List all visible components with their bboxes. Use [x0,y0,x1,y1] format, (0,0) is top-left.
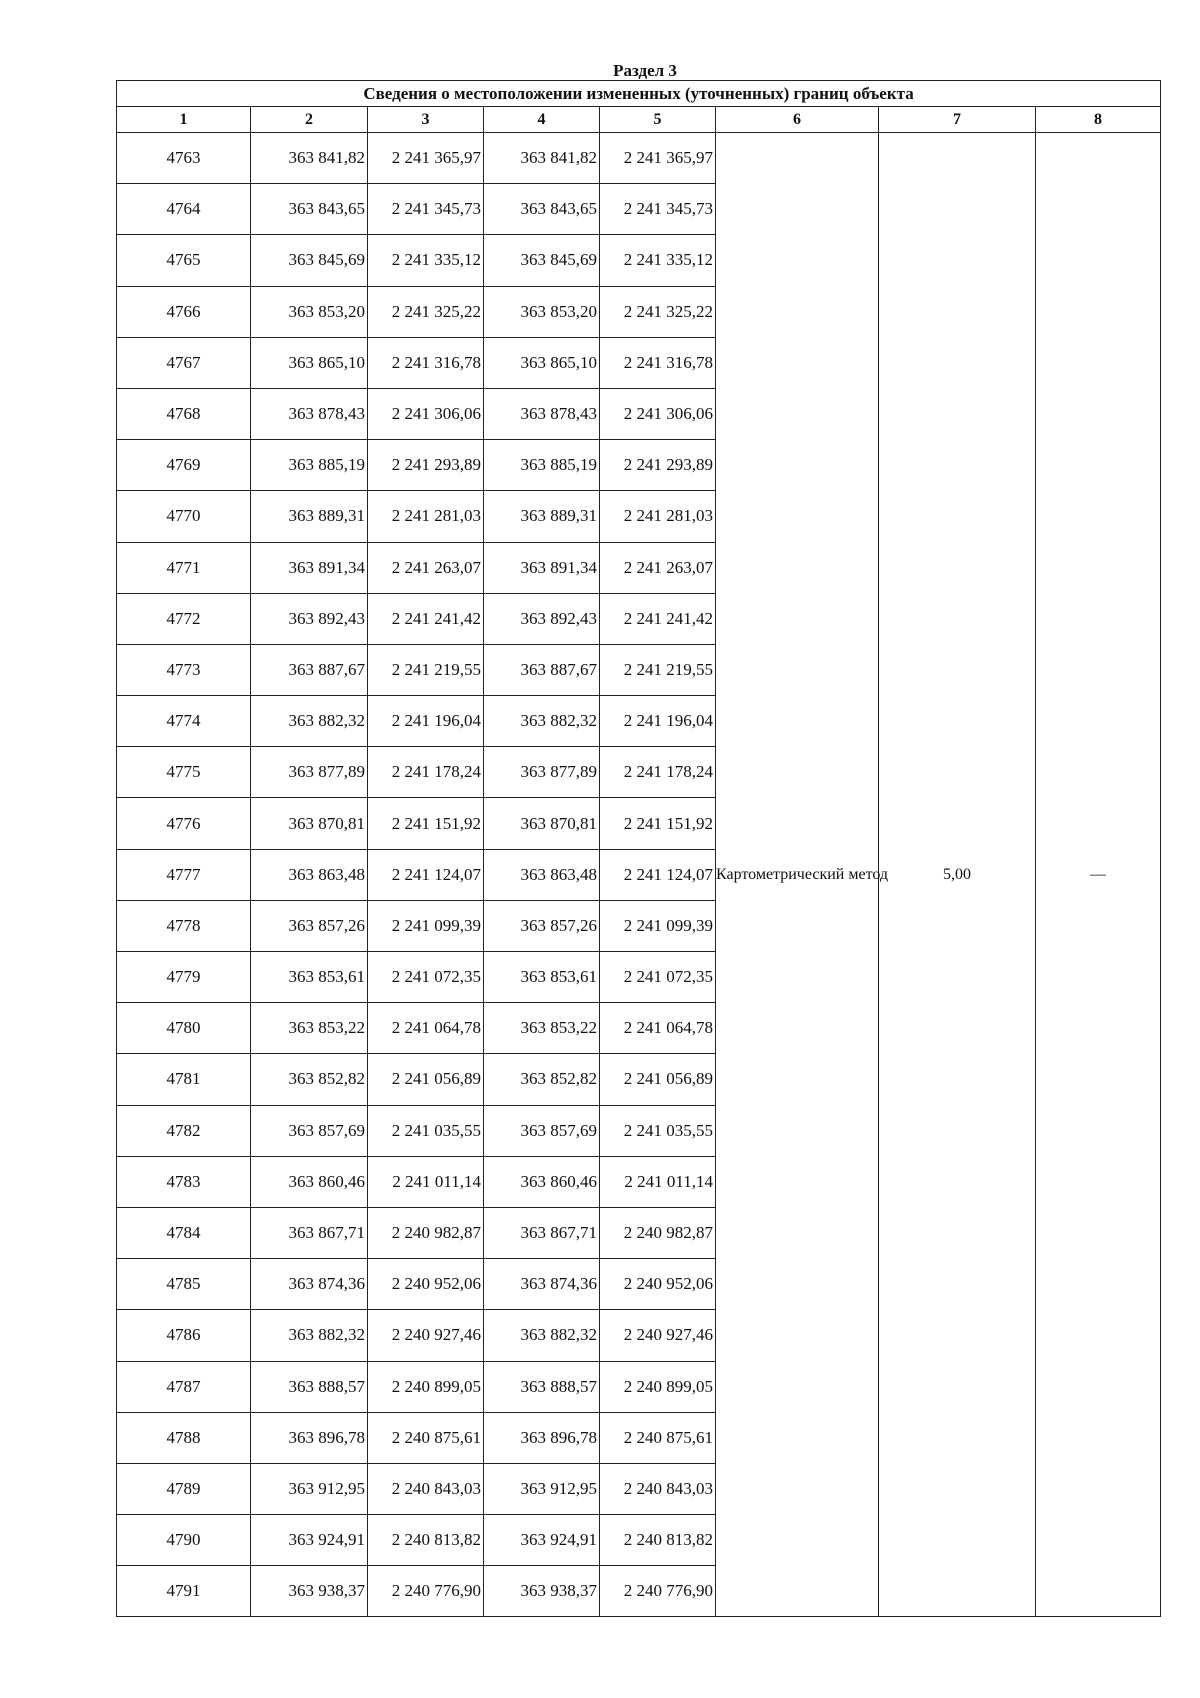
coordinate-cell: 363 882,32 [251,696,368,747]
coordinate-cell: 363 867,71 [484,1207,600,1258]
coordinate-cell: 2 241 316,78 [600,337,716,388]
coordinate-cell: 2 241 056,89 [600,1054,716,1105]
point-number-cell: 4764 [117,184,251,235]
coordinate-cell: 363 924,91 [251,1515,368,1566]
coordinate-cell: 2 240 843,03 [600,1463,716,1514]
coordinate-cell: 2 240 952,06 [600,1259,716,1310]
point-number-cell: 4781 [117,1054,251,1105]
coordinate-cell: 363 852,82 [251,1054,368,1105]
coordinate-cell: 363 882,32 [484,696,600,747]
coordinate-cell: 363 887,67 [484,644,600,695]
coordinate-cell: 2 240 927,46 [368,1310,484,1361]
coordinate-cell: 2 241 293,89 [368,440,484,491]
point-number-cell: 4780 [117,1003,251,1054]
coordinate-cell: 2 240 813,82 [368,1515,484,1566]
coordinate-cell: 2 240 927,46 [600,1310,716,1361]
point-number-cell: 4772 [117,593,251,644]
coordinate-cell: 2 241 335,12 [600,235,716,286]
coordinate-cell: 2 241 011,14 [600,1156,716,1207]
coordinate-cell: 363 841,82 [251,133,368,184]
coordinate-cell: 363 887,67 [251,644,368,695]
point-number-cell: 4782 [117,1105,251,1156]
coordinate-cell: 2 240 952,06 [368,1259,484,1310]
coordinate-cell: 2 240 899,05 [368,1361,484,1412]
point-number-cell: 4773 [117,644,251,695]
column-header: 7 [879,107,1036,133]
coordinate-cell: 2 241 219,55 [600,644,716,695]
coordinate-cell: 2 241 056,89 [368,1054,484,1105]
column-header: 2 [251,107,368,133]
note-cell: — [1036,133,1161,1617]
coordinate-cell: 363 912,95 [484,1463,600,1514]
coordinate-cell: 2 241 365,97 [600,133,716,184]
coordinate-cell: 363 841,82 [484,133,600,184]
coordinate-cell: 363 853,20 [484,286,600,337]
coordinate-cell: 363 892,43 [484,593,600,644]
coordinate-cell: 363 853,22 [484,1003,600,1054]
coordinate-cell: 2 241 219,55 [368,644,484,695]
column-header: 1 [117,107,251,133]
coordinate-cell: 2 241 072,35 [368,952,484,1003]
coordinate-cell: 2 241 263,07 [368,542,484,593]
coordinate-cell: 363 843,65 [484,184,600,235]
coordinate-cell: 363 891,34 [251,542,368,593]
coordinate-cell: 363 877,89 [251,747,368,798]
coordinate-cell: 2 241 011,14 [368,1156,484,1207]
coordinate-cell: 363 845,69 [251,235,368,286]
coordinate-cell: 363 888,57 [484,1361,600,1412]
coordinate-cell: 2 241 151,92 [600,798,716,849]
table-body [117,81,1161,1617]
accuracy-cell: 5,00 [879,133,1036,1617]
coordinate-cell: 2 240 899,05 [600,1361,716,1412]
column-header: 6 [716,107,879,133]
section-title: Раздел 3 [613,61,677,80]
point-number-cell: 4785 [117,1259,251,1310]
point-number-cell: 4788 [117,1412,251,1463]
point-number-cell: 4766 [117,286,251,337]
coordinate-cell: 363 865,10 [251,337,368,388]
coordinate-cell: 2 241 035,55 [600,1105,716,1156]
coordinate-cell: 2 240 776,90 [368,1566,484,1617]
coordinate-cell: 363 878,43 [484,388,600,439]
coordinate-cell: 2 241 345,73 [600,184,716,235]
coordinate-cell: 2 241 316,78 [368,337,484,388]
coordinate-cell: 363 853,20 [251,286,368,337]
coordinate-cell: 363 865,10 [484,337,600,388]
coordinate-cell: 363 877,89 [484,747,600,798]
coordinate-cell: 2 241 196,04 [600,696,716,747]
point-number-cell: 4775 [117,747,251,798]
coordinate-cell: 2 241 241,42 [600,593,716,644]
column-header: 5 [600,107,716,133]
coordinate-cell: 363 857,69 [251,1105,368,1156]
coordinate-cell: 363 896,78 [484,1412,600,1463]
coordinate-cell: 2 240 813,82 [600,1515,716,1566]
coordinate-cell: 363 870,81 [251,798,368,849]
coordinate-cell: 363 938,37 [484,1566,600,1617]
coordinate-cell: 2 241 281,03 [600,491,716,542]
point-number-cell: 4784 [117,1207,251,1258]
table-row [117,133,1161,184]
coordinate-cell: 363 888,57 [251,1361,368,1412]
coordinate-cell: 2 241 072,35 [600,952,716,1003]
point-number-cell: 4770 [117,491,251,542]
coordinate-cell: 363 885,19 [484,440,600,491]
coordinate-cell: 363 853,22 [251,1003,368,1054]
coordinate-cell: 2 241 099,39 [368,900,484,951]
point-number-cell: 4777 [117,849,251,900]
coordinate-cell: 2 241 151,92 [368,798,484,849]
coordinate-cell: 2 240 776,90 [600,1566,716,1617]
point-number-cell: 4787 [117,1361,251,1412]
point-number-cell: 4783 [117,1156,251,1207]
coordinate-cell: 363 863,48 [251,849,368,900]
point-number-cell: 4763 [117,133,251,184]
coordinate-cell: 2 240 875,61 [600,1412,716,1463]
coordinate-cell: 363 874,36 [484,1259,600,1310]
coordinate-cell: 2 241 064,78 [600,1003,716,1054]
point-number-cell: 4765 [117,235,251,286]
table-caption: Сведения о местоположении измененных (уточненных) границ объекта [117,81,1161,107]
header-row [117,107,1161,133]
point-number-cell: 4767 [117,337,251,388]
coordinate-cell: 2 240 843,03 [368,1463,484,1514]
coordinate-cell: 2 241 365,97 [368,133,484,184]
coordinate-cell: 363 882,32 [251,1310,368,1361]
coordinate-cell: 363 938,37 [251,1566,368,1617]
coordinate-cell: 363 889,31 [484,491,600,542]
coordinate-cell: 363 892,43 [251,593,368,644]
coordinate-cell: 2 241 345,73 [368,184,484,235]
column-header: 4 [484,107,600,133]
coordinate-cell: 363 867,71 [251,1207,368,1258]
coordinate-cell: 2 240 875,61 [368,1412,484,1463]
coordinate-cell: 363 896,78 [251,1412,368,1463]
point-number-cell: 4786 [117,1310,251,1361]
coordinate-cell: 363 924,91 [484,1515,600,1566]
method-cell: Картометрический метод [716,133,879,1617]
coordinate-cell: 2 241 124,07 [368,849,484,900]
column-header: 8 [1036,107,1161,133]
coordinate-cell: 363 889,31 [251,491,368,542]
point-number-cell: 4769 [117,440,251,491]
coordinate-cell: 2 241 035,55 [368,1105,484,1156]
point-number-cell: 4776 [117,798,251,849]
coordinate-cell: 2 241 306,06 [368,388,484,439]
point-number-cell: 4789 [117,1463,251,1514]
coordinate-cell: 363 912,95 [251,1463,368,1514]
coordinate-cell: 363 874,36 [251,1259,368,1310]
coordinate-cell: 363 857,26 [251,900,368,951]
coordinate-cell: 2 241 099,39 [600,900,716,951]
coordinate-cell: 363 860,46 [484,1156,600,1207]
coordinate-cell: 363 845,69 [484,235,600,286]
coordinate-cell: 363 843,65 [251,184,368,235]
coordinate-cell: 2 241 196,04 [368,696,484,747]
coordinate-cell: 2 241 064,78 [368,1003,484,1054]
coordinate-cell: 363 857,26 [484,900,600,951]
coordinate-cell: 363 857,69 [484,1105,600,1156]
coordinate-cell: 2 241 124,07 [600,849,716,900]
coordinate-cell: 2 240 982,87 [600,1207,716,1258]
coordinate-cell: 363 882,32 [484,1310,600,1361]
coordinate-cell: 2 241 178,24 [368,747,484,798]
coordinate-cell: 363 853,61 [251,952,368,1003]
coordinate-cell: 2 241 178,24 [600,747,716,798]
coordinate-cell: 2 241 293,89 [600,440,716,491]
point-number-cell: 4768 [117,388,251,439]
coordinate-cell: 2 241 306,06 [600,388,716,439]
coordinate-cell: 2 241 325,22 [368,286,484,337]
coordinate-cell: 363 885,19 [251,440,368,491]
coordinate-cell: 363 891,34 [484,542,600,593]
coordinate-cell: 2 241 325,22 [600,286,716,337]
point-number-cell: 4779 [117,952,251,1003]
coordinate-cell: 363 860,46 [251,1156,368,1207]
coordinate-cell: 363 853,61 [484,952,600,1003]
coordinate-cell: 363 852,82 [484,1054,600,1105]
point-number-cell: 4791 [117,1566,251,1617]
coordinate-cell: 2 241 263,07 [600,542,716,593]
coordinate-cell: 363 863,48 [484,849,600,900]
point-number-cell: 4771 [117,542,251,593]
point-number-cell: 4790 [117,1515,251,1566]
boundary-table [116,80,1161,1617]
coordinate-cell: 2 241 241,42 [368,593,484,644]
coordinate-cell: 2 241 335,12 [368,235,484,286]
coordinate-cell: 363 878,43 [251,388,368,439]
point-number-cell: 4778 [117,900,251,951]
column-header: 3 [368,107,484,133]
coordinate-cell: 363 870,81 [484,798,600,849]
coordinate-cell: 2 240 982,87 [368,1207,484,1258]
point-number-cell: 4774 [117,696,251,747]
coordinate-cell: 2 241 281,03 [368,491,484,542]
